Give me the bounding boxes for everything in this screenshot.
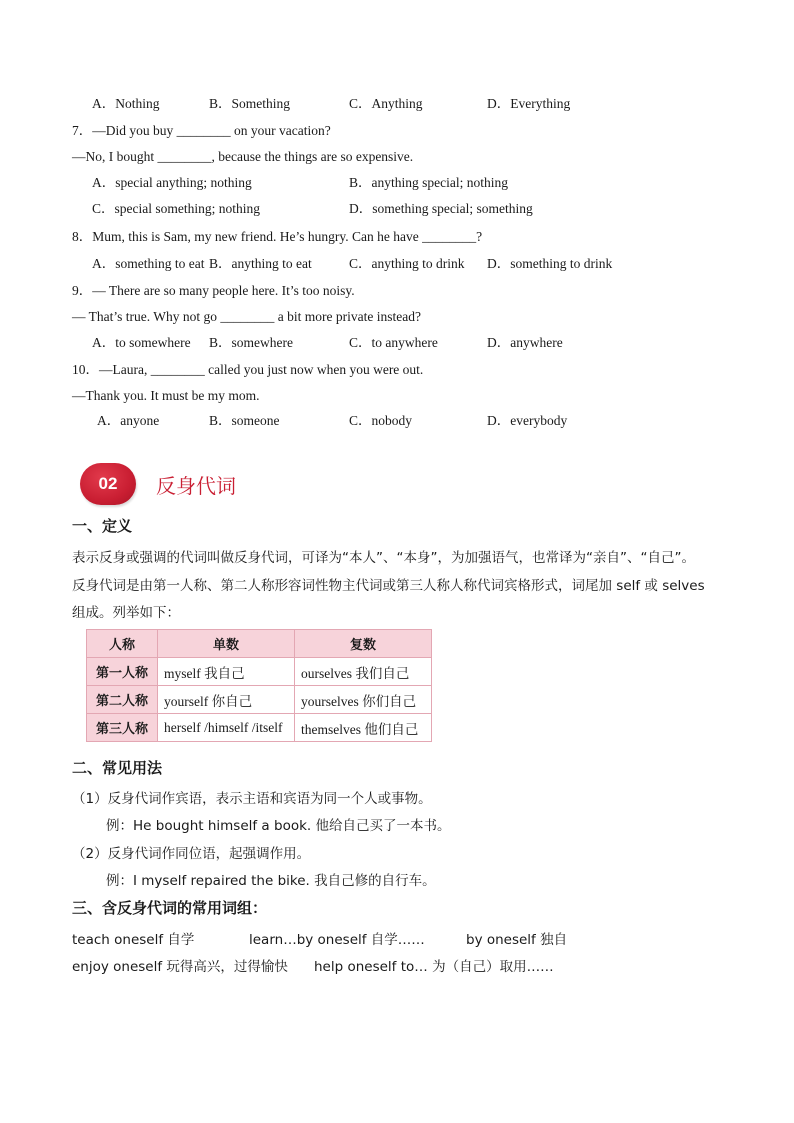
definition-paragraph-3: 组成。列举如下：: [72, 605, 180, 621]
q7-question: 7．—Did you buy ________ on your vacation?: [72, 123, 331, 138]
phrase-item: help oneself to… 为（自己）取用……: [314, 959, 554, 975]
phrases-heading: 三、含反身代词的常用词组：: [72, 899, 268, 917]
q10-option-a: A．anyone: [97, 413, 160, 428]
table-cell: yourselves 你们自己: [295, 686, 432, 714]
definition-paragraph-1: 表示反身或强调的代词叫做反身代词，可译为“本人”、“本身”，为加强语气，也常译为“亲自”、“自己”。: [72, 550, 695, 566]
table-row: [87, 714, 432, 742]
phrase-item: learn…by oneself 自学……: [249, 932, 425, 948]
table-cell: herself /himself /itself: [158, 714, 295, 742]
q8-option-a: A．something to eat: [92, 256, 205, 271]
q9-option-d: D．anywhere: [487, 335, 563, 350]
table-cell: themselves 他们自己: [295, 714, 432, 742]
usage-example-2: 例：I myself repaired the bike. 我自己修的自行车。: [106, 873, 436, 889]
q8-question: 8．Mum, this is Sam, my new friend. He’s hungry. Can he have ________?: [72, 229, 483, 244]
definition-heading: 一、定义: [72, 517, 133, 535]
table-row-header: 第二人称: [87, 686, 158, 714]
q6-option-b: B．Something: [209, 96, 291, 111]
q8-option-c: C．anything to drink: [349, 256, 465, 271]
table-header-row: [87, 630, 432, 658]
table-row-header: 第一人称: [87, 658, 158, 686]
q6-option-a: A．Nothing: [92, 96, 160, 111]
q10-answer-line: —Thank you. It must be my mom.: [72, 388, 260, 403]
q7-option-b: B．anything special; nothing: [349, 175, 508, 190]
usage-heading: 二、常见用法: [72, 759, 163, 777]
usage-item-1: （1）反身代词作宾语，表示主语和宾语为同一个人或事物。: [72, 791, 432, 807]
table-cell: myself 我自己: [158, 658, 295, 686]
table-row-header: 第三人称: [87, 714, 158, 742]
q9-option-c: C．to anywhere: [349, 335, 438, 350]
phrase-item: enjoy oneself 玩得高兴，过得愉快: [72, 959, 288, 975]
table-row: [87, 686, 432, 714]
q9-answer-line: — That’s true. Why not go ________ a bit more private instead?: [72, 309, 421, 324]
q10-question: 10．—Laura, ________ called you just now when you were out.: [72, 362, 424, 377]
definition-paragraph-2: 反身代词是由第一人称、第二人称形容词性物主代词或第三人称人称代词宾格形式，词尾加 self 或 selves: [72, 578, 705, 594]
q10-option-b: B．someone: [209, 413, 280, 428]
section-number-badge: 02: [80, 463, 136, 505]
reflexive-pronoun-table: [86, 629, 432, 742]
q6-option-d: D．Everything: [487, 96, 571, 111]
q6-option-c: C．Anything: [349, 96, 423, 111]
table-header-person: 人称: [87, 630, 158, 658]
phrase-item: teach oneself 自学: [72, 932, 195, 948]
q10-option-c: C．nobody: [349, 413, 413, 428]
section-title: 反身代词: [156, 474, 236, 498]
q9-option-b: B．somewhere: [209, 335, 293, 350]
q10-option-d: D．everybody: [487, 413, 568, 428]
q9-question: 9．— There are so many people here. It’s too noisy.: [72, 283, 355, 298]
q8-option-d: D．something to drink: [487, 256, 613, 271]
q7-answer-line: —No, I bought ________, because the things are so expensive.: [72, 149, 414, 164]
q7-option-c: C．special something; nothing: [92, 201, 260, 216]
usage-item-2: （2）反身代词作同位语，起强调作用。: [72, 846, 311, 862]
usage-example-1: 例：He bought himself a book. 他给自己买了一本书。: [106, 818, 451, 834]
phrase-item: by oneself 独自: [466, 932, 568, 948]
q8-option-b: B．anything to eat: [209, 256, 312, 271]
q9-option-a: A．to somewhere: [92, 335, 191, 350]
table-cell: ourselves 我们自己: [295, 658, 432, 686]
table-header-singular: 单数: [158, 630, 295, 658]
q7-option-a: A．special anything; nothing: [92, 175, 252, 190]
table-header-plural: 复数: [295, 630, 432, 658]
q7-option-d: D．something special; something: [349, 201, 533, 216]
table-cell: yourself 你自己: [158, 686, 295, 714]
table-row: [87, 658, 432, 686]
